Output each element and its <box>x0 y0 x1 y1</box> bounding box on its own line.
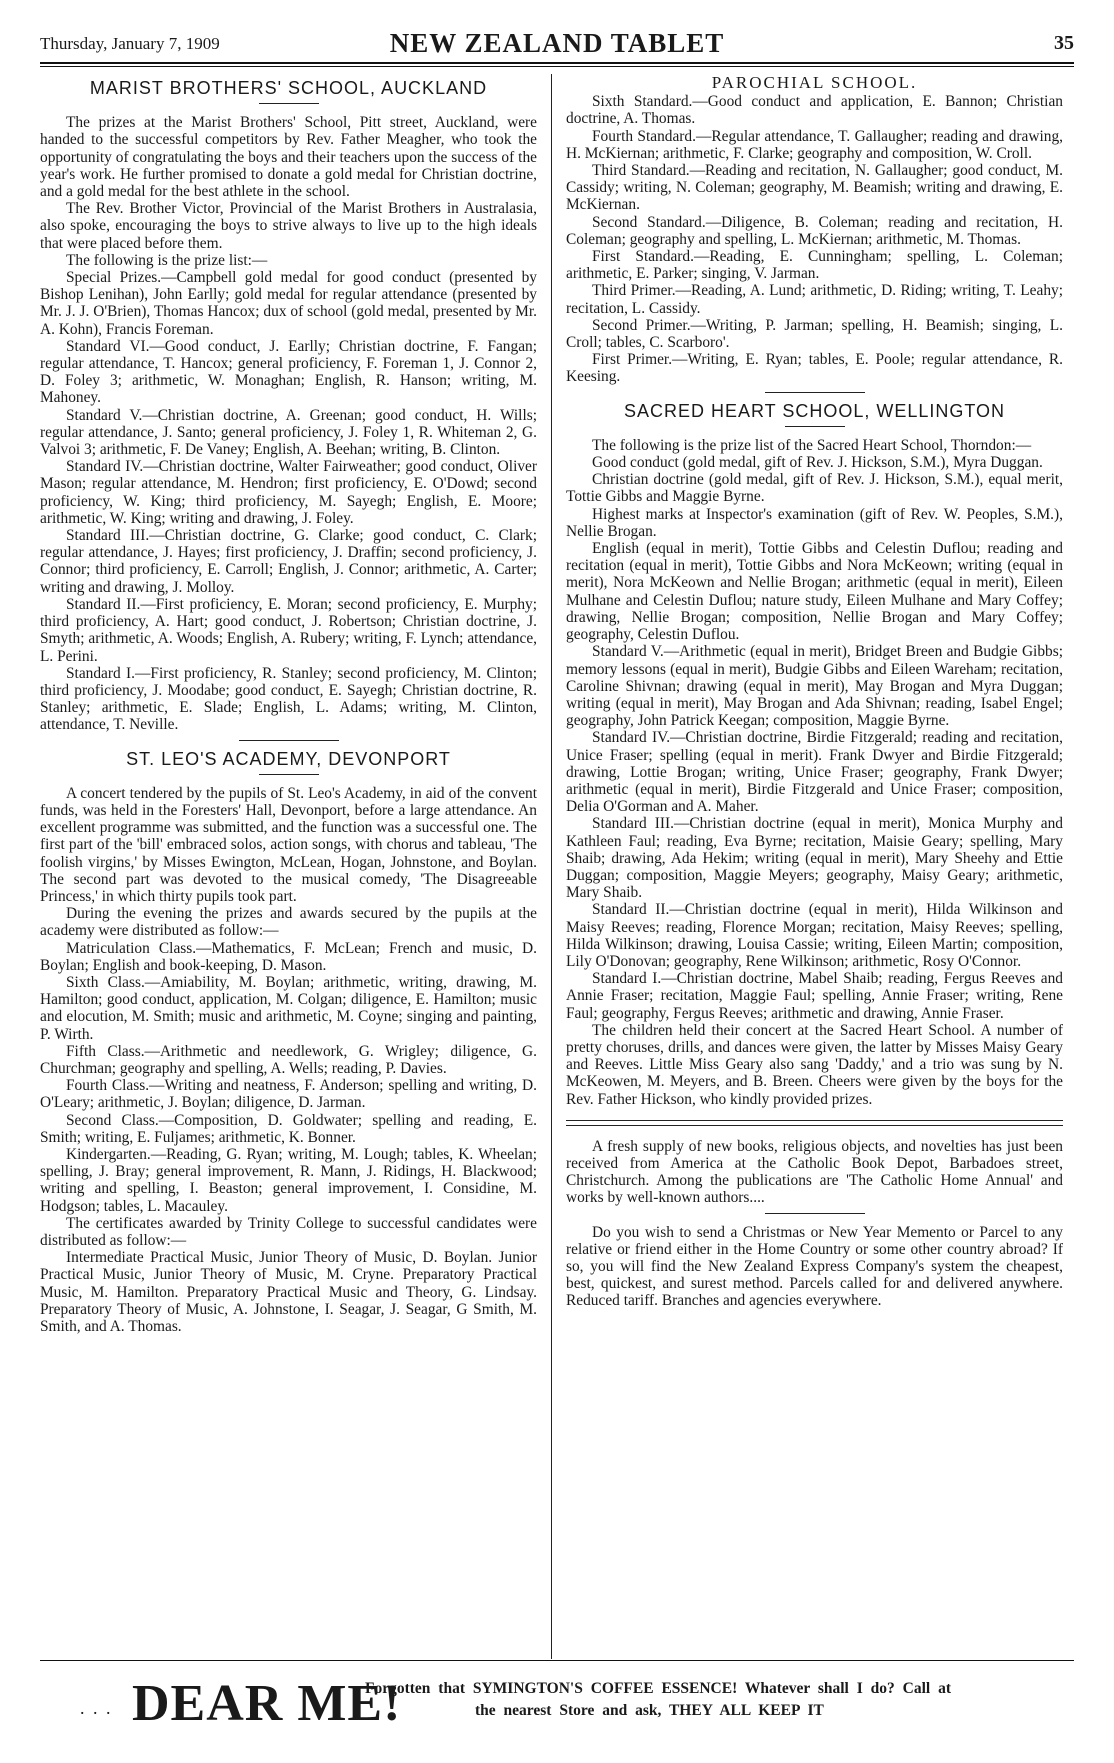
page-number: 35 <box>1054 32 1074 54</box>
article-paragraph: Fifth Class.—Arithmetic and needlework, G. Wrigley; diligence, G. Churchman; geography and spelling, A. Wells; reading, P. Davies. <box>40 1042 537 1077</box>
newspaper-title: NEW ZEALAND TABLET <box>389 28 725 58</box>
article-paragraph: Standard IV.—Christian doctrine, Birdie Fitzgerald; reading and recitation, Unice Fraser; spelling (equal in merit). Frank Dwyer and Birdie Fitzgerald; drawing, Lottie Brogan; writing, Unice Fraser; geography, Frank Dwyer; arithmetic (equal in merit), Birdie Fitzgerald and Unice Fraser; composition, Delia O'Gorman and A. Maher. <box>566 729 1063 816</box>
article-paragraph: Standard III.—Christian doctrine (equal in merit), Monica Murphy and Kathleen Faul; reading, Eva Byrne; recitation, Maisie Geary; spelling, Mary Shaib; drawing, Ada Hekim; writing (equal in merit), Mary Sheehy and Ettie Duggan; composition, Maggie Meyers; geography, Maisy Geary; arithmetic, Mary Shaib. <box>566 815 1063 902</box>
article-paragraph: First Standard.—Reading, E. Cunningham; spelling, L. Coleman; arithmetic, E. Parker; singing, V. Jarman. <box>566 248 1063 283</box>
advert-leader-dots: . . . <box>80 1698 113 1718</box>
masthead-rule-thin <box>40 66 1074 67</box>
article-paragraph: Kindergarten.—Reading, G. Ryan; writing, M. Lough; tables, K. Wheelan; spelling, J. Bray; general improvement, R. Mann, J. Ridings, H. Blackwood; writing and spelling, I. Beaston; general improvement, I. Considine, M. Hodgson; tables, L. Macauley. <box>40 1145 537 1215</box>
article-paragraph: Standard I.—First proficiency, R. Stanley; second proficiency, M. Clinton; third proficiency, J. Moodabe; good conduct, E. Sayegh; Christian doctrine, R. Stanley; arithmetic, E. Slade; English, L. Adams; writing, M. Clinton, attendance, T. Neville. <box>40 664 537 734</box>
article-paragraph: The following is the prize list of the Sacred Heart School, Thorndon:— <box>592 436 1032 454</box>
notice-separator <box>765 1213 865 1214</box>
issue-date: Thursday, January 7, 1909 <box>40 34 220 53</box>
article-paragraph: During the evening the prizes and awards secured by the pupils at the academy were distributed as follow:— <box>40 905 537 940</box>
article-marist-brothers <box>40 80 537 734</box>
article-paragraph: Standard V.—Christian doctrine, A. Greenan; good conduct, H. Wills; regular attendance, J. Santo; general proficiency, J. Foley 1, R. Whiteman 2, G. Valvoi 3; arithmetic, F. De Vaney; English, A. Beehan; writing, B. Clinton. <box>40 406 537 459</box>
notice-rule-lower <box>566 1125 1063 1126</box>
article-heading: ST. LEO'S ACADEMY, DEVONPORT <box>126 748 451 769</box>
notice-rule <box>566 1120 1063 1121</box>
article-paragraph: Second Primer.—Writing, P. Jarman; spelling, H. Beamish; singing, L. Croll; tables, C. Scarboro'. <box>566 316 1063 352</box>
masthead-rule <box>40 62 1074 64</box>
article-heading: SACRED HEART SCHOOL, WELLINGTON <box>623 400 1006 421</box>
article-paragraph: Standard II.—First proficiency, E. Moran; second proficiency, E. Murphy; third proficiency, A. Hart; good conduct, J. Robertson; Christian doctrine, J. Smyth; arithmetic, A. Woods; English, A. Rubery; writing, F. Lynch; attendance, L. Perini. <box>40 595 537 665</box>
article-parochial-school <box>566 74 1063 386</box>
article-paragraph: Second Class.—Composition, D. Goldwater; spelling and reading, E. Smith; writing, E. Fuljames; arithmetic, K. Bonner. <box>40 1111 537 1146</box>
article-paragraph: Third Standard.—Reading and recitation, N. Gallaugher; good conduct, M. Cassidy; writing, N. Coleman; geography, M. Beamish; writing and drawing, E. McKiernan. <box>566 162 1063 214</box>
advert-headline: DEAR ME! <box>132 1675 402 1732</box>
article-paragraph: Fourth Standard.—Regular attendance, T. Gallaugher; reading and drawing, H. McKiernan; arithmetic, F. Clarke; geography and composition, W. Croll. <box>566 127 1063 162</box>
heading-rule <box>259 103 319 104</box>
book-depot-notice: A fresh supply of new books, religious objects, and novelties has just been received from America at the Catholic Book Depot, Barbadoes street, Christchurch. Among the publications are 'The Catholic Home Annual' and works by well-known authors.... <box>566 1137 1063 1207</box>
article-paragraph: The certificates awarded by Trinity College to successful candidates were distributed as follow:— <box>40 1214 537 1249</box>
article-paragraph: Second Standard.—Diligence, B. Coleman; reading and recitation, H. Coleman; geography and spelling, L. McKiernan; arithmetic, M. Thomas. <box>566 213 1063 248</box>
heading-rule <box>785 426 845 427</box>
article-paragraph: Standard II.—Christian doctrine (equal in merit), Hilda Wilkinson and Maisy Reeves; reading, Florence Morgan; recitation, Maisy Reeves; spelling, Hilda Wilkinson; drawing, Louisa Cassie; writing, Eileen Martin; composition, Lily O'Donovan; geography, Rene Wilkinson; arithmetic, Rosy O'Connor. <box>566 901 1063 970</box>
masthead <box>40 28 1074 66</box>
article-paragraph: The prizes at the Marist Brothers' School, Pitt street, Auckland, were handed to the successful competitors by Rev. Father Meagher, who took the opportunity of congratulating the boys and their teachers upon the success of the year's work. He further promised to donate a gold medal for Christian doctrine, and a gold medal for the best athlete in the school. <box>40 114 537 201</box>
article-paragraph: Standard VI.—Good conduct, J. Earlly; Christian doctrine, F. Fangan; regular attendance, T. Hancox; general proficiency, F. Foreman 1, J. Connor 2, D. Foley 3; arithmetic, W. Monaghan; English, R. Hanson; writing, M. Mahoney. <box>40 337 537 407</box>
article-paragraph: Special Prizes.—Campbell gold medal for good conduct (presented by Bishop Lenihan), John Earlly; gold medal for regular attendance (presented by Mr. J. J. O'Brien), Thomas Hancox; dux of school (gold medal, presented by Mr. A. Kohn), Francis Foreman. <box>40 269 537 338</box>
article-paragraph: First Primer.—Writing, E. Ryan; tables, E. Poole; regular attendance, R. Keesing. <box>566 351 1063 386</box>
article-paragraph: A concert tendered by the pupils of St. Leo's Academy, in aid of the convent funds, was held in the Foresters' Hall, Devonport, before a large attendance. An excellent programme was submitted, and the function was a successful one. The first part of the 'bill' embraced solos, action songs, with chorus and tableau, 'The foolish virgins,' by Misses Ewington, McLean, Hogan, Johnstone, and Boylan. The second part was devoted to the musical comedy, 'The Disagreeable Princess,' in which thirty pupils took part. <box>40 784 537 905</box>
article-paragraph: Highest marks at Inspector's examination (gift of Rev. W. Peoples, S.M.), Nellie Brogan. <box>566 505 1063 540</box>
heading-rule <box>259 774 319 775</box>
symingtons-advert <box>40 1670 1074 1740</box>
left-column <box>40 74 537 1335</box>
article-paragraph: Good conduct (gold medal, gift of Rev. J. Hickson, S.M.), Myra Duggan. <box>592 454 1043 472</box>
article-paragraph: Standard I.—Christian doctrine, Mabel Shaib; reading, Fergus Reeves and Annie Fraser; recitation, Maggie Faul; spelling, Annie Fraser; writing, Rene Faul; geography, Fergus Reeves; arithmetic and drawing, Annie Fraser. <box>566 970 1063 1022</box>
article-paragraph: Standard III.—Christian doctrine, G. Clarke; good conduct, C. Clark; regular attendance, J. Hayes; first proficiency, J. Draffin; second proficiency, J. Connor; third proficiency, E. Carroll; English, J. Connor; arithmetic, A. Carter; writing and drawing, J. Molloy. <box>40 527 537 596</box>
article-separator <box>239 740 339 741</box>
article-heading: PAROCHIAL SCHOOL. <box>711 73 918 92</box>
article-paragraph: The Rev. Brother Victor, Provincial of the Marist Brothers in Australasia, also spoke, encouraging the boys to strive always to live up to the high ideals that were placed before them. <box>40 200 537 252</box>
article-separator <box>765 392 865 393</box>
article-paragraph: Sixth Standard.—Good conduct and application, E. Bannon; Christian doctrine, A. Thomas. <box>566 93 1063 128</box>
advert-text-line-1: Forgotten that SYMINGTON'S COFFEE ESSENCE! Whatever shall I do? Call at <box>365 1680 951 1697</box>
right-column <box>566 74 1063 1310</box>
article-paragraph: The following is the prize list:— <box>66 251 268 269</box>
notices <box>566 1138 1063 1310</box>
advert-rule <box>40 1660 1074 1661</box>
article-paragraph: Fourth Class.—Writing and neatness, F. Anderson; spelling and writing, D. O'Leary; arithmetic, J. Boylan; diligence, D. Jarman. <box>40 1077 537 1112</box>
article-paragraph: Matriculation Class.—Mathematics, F. McLean; French and music, D. Boylan; English and book-keeping, D. Mason. <box>40 939 537 974</box>
article-heading: MARIST BROTHERS' SCHOOL, AUCKLAND <box>89 78 488 98</box>
article-paragraph: The children held their concert at the Sacred Heart School. A number of pretty choruses, drills, and dances were given, the latter by Misses Maisy Geary and Reeves. Little Miss Geary also sang 'Daddy,' and a trio was sung by N. McKeowen, M. Meyers, and B. Breen. Cheers were given by the boys for the Rev. Father Hickson, who kindly provided prizes. <box>566 1021 1063 1108</box>
advert-text-line-2: the nearest Store and ask, THEY ALL KEEP IT <box>475 1702 824 1719</box>
article-paragraph: Sixth Class.—Amiability, M. Boylan; arithmetic, writing, drawing, M. Hamilton; good conduct, application, M. Colgan; diligence, E. Hamilton; music and elocution, M. Smith; music and arithmetic, M. Coyne; singing and painting, P. Wirth. <box>40 973 537 1043</box>
article-sacred-heart-school <box>566 400 1063 1108</box>
article-paragraph: English (equal in merit), Tottie Gibbs and Celestin Duflou; reading and recitation (equal in merit), Tottie Gibbs and Nora McKeown; writing (equal in merit), Nora McKeown and Nellie Brogan; arithmetic (equal in merit), Eileen Mulhane and Celestin Duflou; nature study, Eileen Mulhane and Mary Coffey; drawing, Nellie Brogan; composition, Nellie Brogan and Mary Coffey; geography, Celestin Duflou. <box>566 540 1063 644</box>
article-paragraph: Standard IV.—Christian doctrine, Walter Fairweather; good conduct, Oliver Mason; regular attendance, M. Hendron; first proficiency, E. O'Dowd; second proficiency, W. King; third proficiency, M. Sayegh; English, E. Moore; arithmetic, W. King; writing and drawing, J. Foley. <box>40 458 537 527</box>
article-st-leos-academy <box>40 748 537 1336</box>
article-paragraph: Standard V.—Arithmetic (equal in merit), Bridget Breen and Budgie Gibbs; memory lessons (equal in merit), Budgie Gibbs and Eileen Wareham; recitation, Caroline Shivnan; drawing (equal in merit), May Brogan and Myra Duggan; writing (equal in merit), May Brogan and Ada Shivnan; reading, Isabel Engel; geography, John Patrick Keegan; composition, Maggie Byrne. <box>566 643 1063 730</box>
article-paragraph: Third Primer.—Reading, A. Lund; arithmetic, D. Riding; writing, T. Leahy; recitation, L. Cassidy. <box>566 282 1063 317</box>
column-divider <box>551 74 552 1659</box>
article-paragraph: Christian doctrine (gold medal, gift of Rev. J. Hickson, S.M.), equal merit, Tottie Gibbs and Maggie Byrne. <box>566 471 1063 506</box>
article-paragraph: Intermediate Practical Music, Junior Theory of Music, D. Boylan. Junior Practical Music, Junior Theory of Music, M. Cryne. Preparatory Practical Music, M. Hamilton. Preparatory Practical Music and Theory, G. Lindsay. Preparatory Theory of Music, A. Johnstone, I. Seagar, J. Seagar, G Smith, M. Smith, and A. Thomas. <box>40 1249 537 1336</box>
express-company-notice: Do you wish to send a Christmas or New Year Memento or Parcel to any relative or friend either in the Home Country or some other country abroad? If so, you will find the New Zealand Express Company's system the cheapest, best, quickest, and surest method. Parcels called for and delivered anywhere. Reduced tariff. Branches and agencies everywhere. <box>566 1223 1063 1310</box>
